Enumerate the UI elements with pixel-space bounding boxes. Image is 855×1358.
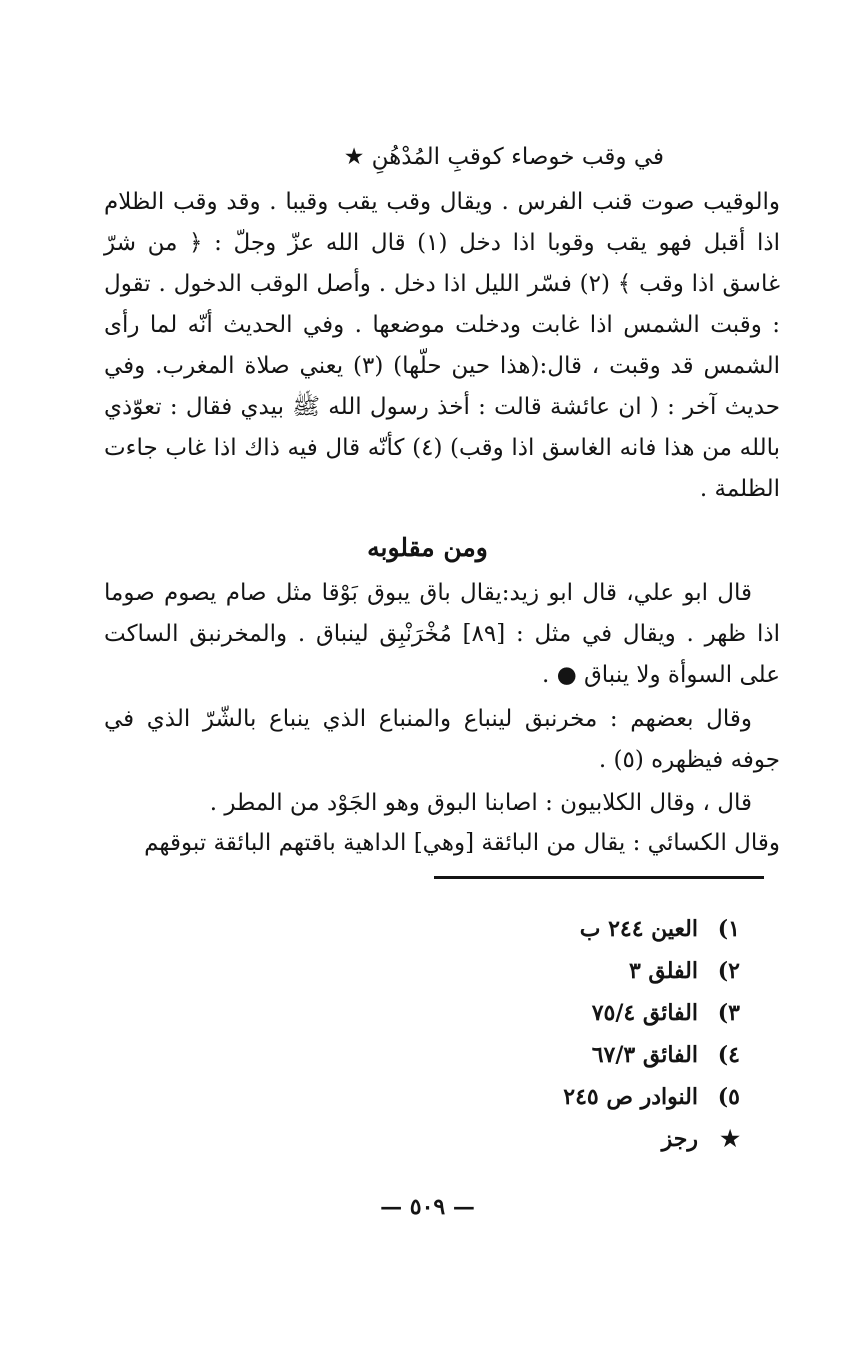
- footnote-text: النوادر ص ٢٤٥: [563, 1084, 698, 1110]
- footnote-text: الفلق ٣: [628, 958, 698, 984]
- paragraph-text: وقال بعضهم : مخرنبق لينباع والمنباع الذي ينباع بالشّرّ الذي في جوفه فيظهره (٥) .: [104, 706, 780, 773]
- paragraph: [104, 783, 780, 824]
- footnote-text: الفائق ٧٥/٤: [591, 1000, 698, 1026]
- footnote-number: ٤): [717, 1042, 740, 1068]
- footnote: [420, 1076, 740, 1118]
- footnotes: [420, 908, 740, 1160]
- paragraph-text: وقال الكسائي : يقال من البائقة [وهي] الداهية باقتهم البائقة تبوقهم: [144, 830, 780, 856]
- paragraph: [104, 823, 780, 864]
- footnote-divider: [434, 876, 764, 879]
- star-icon: ★: [720, 1126, 740, 1152]
- footnote-text: رجز: [661, 1126, 698, 1152]
- footnote: [420, 908, 740, 950]
- footnote-number: ٥): [717, 1084, 740, 1110]
- footnote-number: ٣): [717, 1000, 740, 1026]
- footnote: [420, 950, 740, 992]
- footnote-text: الفائق ٦٧/٣: [591, 1042, 698, 1068]
- paragraph-text: والوقيب صوت قنب الفرس . ويقال وقب يقب وقيبا . وقد وقب الظلام اذا أقبل فهو يقب وقوبا اذا دخل (١) قال الله عزّ وجلّ : ﴿ من شرّ غاسق اذا وقب ﴾ (٢) فسّر الليل اذا دخل . وأصل الوقب الدخول . تقول : وقبت الشمس اذا غابت ودخلت موضعها . وفي الحديث أنّه لما رأى الشمس قد وقبت ، قال:(هذا حين حلّها) (٣) يعني صلاة المغرب. وفي حديث آخر : ( ان عائشة قالت : أخذ رسول الله ﷺ بيدي فقال : تعوّذي بالله من هذا فانه الغاسق اذا وقب) (٤) كأنّه قال فيه ذاك اذا غاب جاءت الظلمة .: [104, 189, 780, 502]
- page-number: — ٥٠٩ —: [380, 1194, 475, 1220]
- footnote-text: العين ٢٤٤ ب: [579, 916, 698, 942]
- footnote-number: ٢): [717, 958, 740, 984]
- footnote: [420, 1118, 740, 1160]
- paragraph-text: قال ، وقال الكلابيون : اصابنا البوق وهو الجَوْد من المطر .: [209, 790, 752, 816]
- paragraph: [104, 573, 780, 696]
- paragraph-text: قال ابو علي، قال ابو زيد:يقال باق يبوق بَوْقا مثل صام يصوم صوما اذا ظهر . ويقال في مثل : [٨٩] مُخْرَنْبِق لينباق . والمخرنبق الساكت على السوأة ولا ينباق ● .: [104, 580, 780, 688]
- verse-line: في وقب خوصاء كوقبِ المُدْهُنِ ★: [343, 144, 664, 170]
- footnote-number: ١): [717, 916, 740, 942]
- paragraph: [104, 699, 780, 781]
- footnote: [420, 992, 740, 1034]
- section-heading: ومن مقلوبه: [367, 533, 488, 562]
- footnote: [420, 1034, 740, 1076]
- paragraph: [104, 182, 780, 510]
